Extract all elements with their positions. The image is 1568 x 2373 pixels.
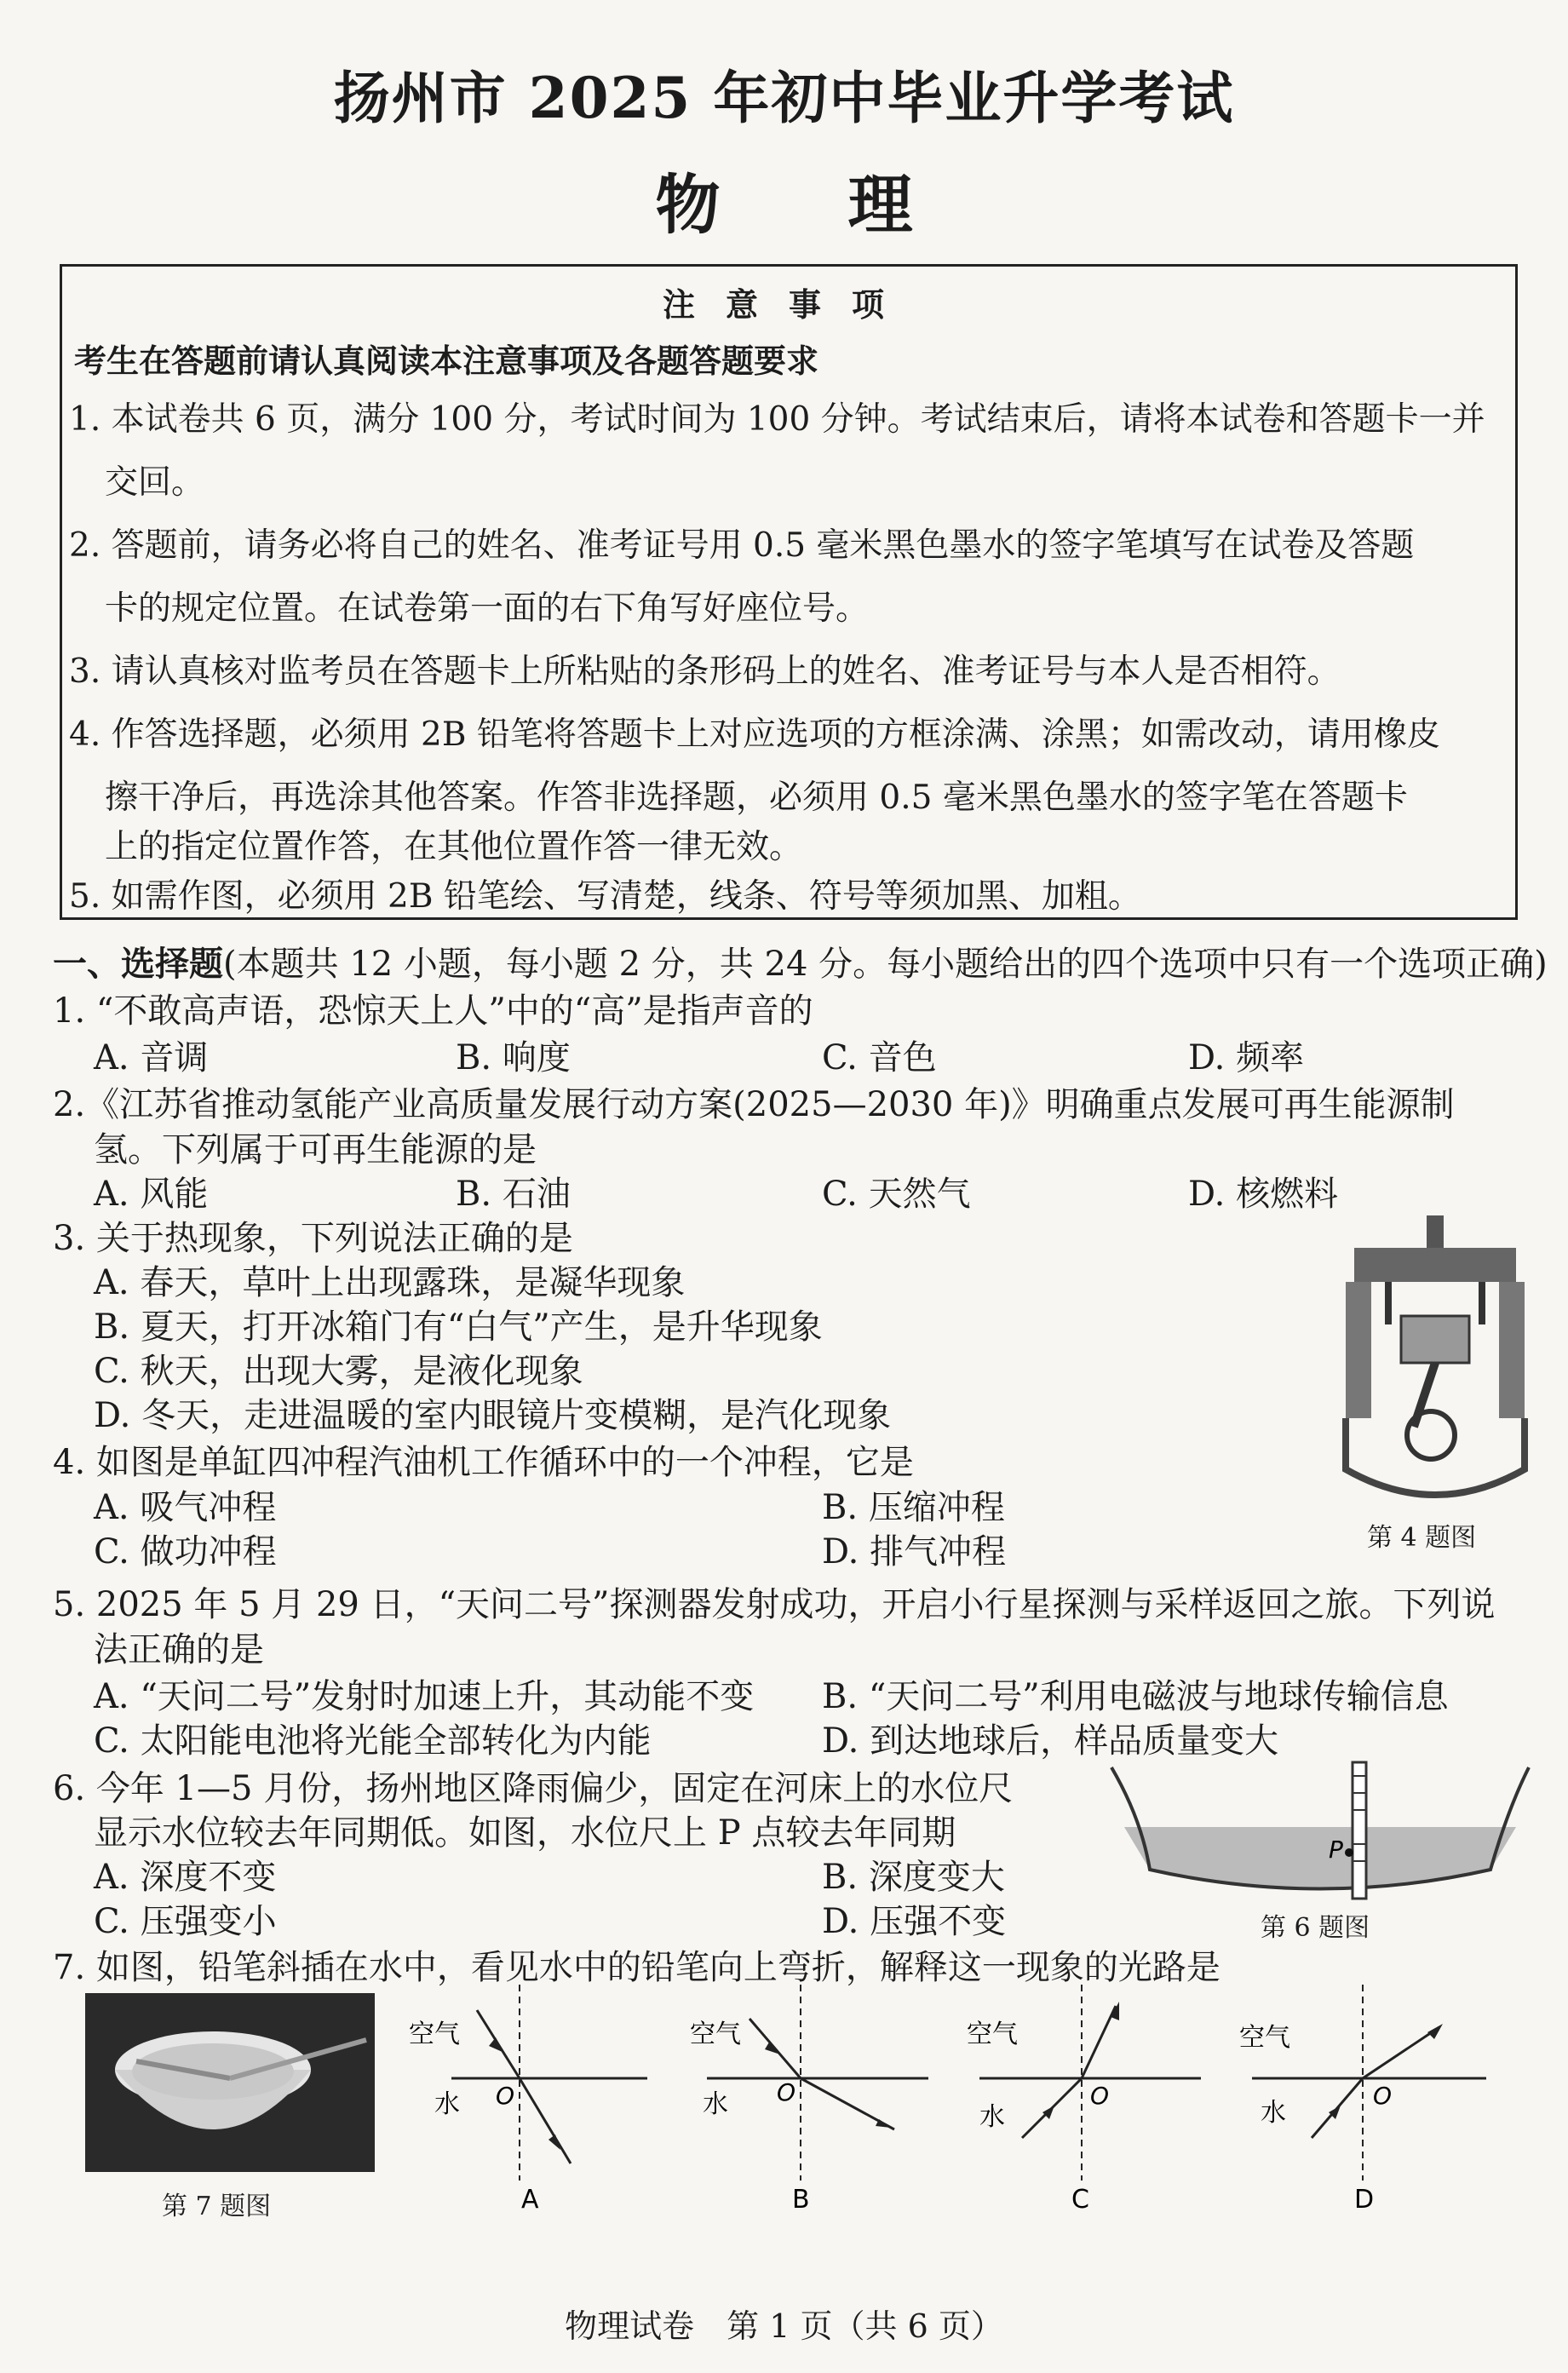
light-path-option-d [1226, 1985, 1499, 2215]
exam-title: 扬州市 2025 年初中毕业升学考试 [333, 65, 1235, 131]
air-label: 空气 [409, 2020, 460, 2049]
air-label: 空气 [1239, 2023, 1290, 2053]
light-path-option-b [681, 1985, 937, 2215]
cylinder-head [1354, 1248, 1516, 1282]
water-label: 水 [434, 2089, 460, 2119]
question-4-stem: 4. 如图是单缸四冲程汽油机工作循环中的一个冲程，它是 [53, 1443, 914, 1482]
origin-label: O [496, 2082, 515, 2110]
pencil-in-water-photo [85, 1993, 375, 2172]
arrow-icon [765, 2041, 780, 2054]
arrow-icon [489, 2037, 504, 2053]
question-6-stem-cont: 显示水位较去年同期低。如图，水位尺上 P 点较去年同期 [94, 1813, 956, 1853]
q6-option-b: B. 深度变大 [822, 1858, 1005, 1897]
question-5-stem-cont: 法正确的是 [94, 1630, 264, 1669]
question-1-stem: 1. “不敢高声语，恐惊天上人”中的“高”是指声音的 [53, 991, 813, 1031]
notice-box [60, 264, 1518, 920]
point-p-marker [1345, 1848, 1353, 1857]
cylinder-wall-left [1346, 1282, 1371, 1418]
notice-line: 2. 答题前，请务必将自己的姓名、准考证号用 0.5 毫米黑色墨水的签字笔填写在试卷及答题 [69, 526, 1415, 565]
question-3-stem: 3. 关于热现象，下列说法正确的是 [53, 1219, 573, 1258]
light-path-option-c [954, 1985, 1209, 2215]
notice-line: 擦干净后，再选涂其他答案。作答非选择题，必须用 0.5 毫米黑色墨水的签字笔在答题卡 [105, 779, 1408, 817]
q6-option-c: C. 压强变小 [94, 1902, 277, 1941]
q3-option-b: B. 夏天，打开冰箱门有“白气”产生，是升华现象 [94, 1307, 823, 1347]
question-2-stem-cont: 氢。下列属于可再生能源的是 [94, 1130, 537, 1169]
notice-line: 交回。 [105, 463, 205, 502]
spark-plug-icon [1427, 1215, 1444, 1250]
q3-option-c: C. 秋天，出现大雾，是液化现象 [94, 1352, 583, 1391]
question-2-stem: 2.《江苏省推动氢能产业高质量发展行动方案(2025—2030 年)》明确重点发展可再生能源制 [53, 1085, 1455, 1124]
page-footer: 物理试卷 第 1 页（共 6 页） [565, 2307, 1003, 2345]
notice-line: 5. 如需作图，必须用 2B 铅笔绘、写清楚，线条、符号等须加黑、加粗。 [69, 877, 1141, 916]
piston-icon [1401, 1316, 1469, 1363]
water-label: 水 [703, 2089, 728, 2119]
air-label: 空气 [967, 2020, 1018, 2049]
option-label-d: D [1354, 2185, 1375, 2215]
arrow-icon [1111, 2002, 1119, 2020]
section-title: 一、选择题 [53, 944, 223, 984]
question-7-stem: 7. 如图，铅笔斜插在水中，看见水中的铅笔向上弯折，解释这一现象的光路是 [53, 1948, 1221, 1987]
notice-heading: 注意事项 [662, 285, 915, 324]
engine-cylinder-figure [1337, 1214, 1533, 1512]
light-path-option-a [400, 1985, 656, 2215]
q6-option-d: D. 压强不变 [822, 1902, 1007, 1941]
water-level-gauge [1353, 1762, 1366, 1899]
point-p-label: P [1329, 1836, 1343, 1864]
section-header [53, 937, 1548, 985]
subject-title [0, 153, 1568, 246]
origin-label: O [1373, 2082, 1393, 2110]
q1-option-b: B. 响度 [456, 1038, 571, 1077]
river-water [1124, 1827, 1516, 1889]
question-5-stem: 5. 2025 年 5 月 29 日，“天问二号”探测器发射成功，开启小行星探测与采样返回之旅。下列说 [53, 1585, 1496, 1624]
q5-option-c: C. 太阳能电池将光能全部转化为内能 [94, 1721, 652, 1761]
q4-option-a: A. 吸气冲程 [94, 1488, 277, 1527]
air-label: 空气 [690, 2020, 741, 2049]
option-label-c: C [1071, 2185, 1089, 2215]
section-desc: (本题共 12 小题，每小题 2 分，共 24 分。每小题给出的四个选项中只有一个选项正确) [223, 945, 1548, 984]
water-label: 水 [979, 2102, 1005, 2132]
q4-option-b: B. 压缩冲程 [822, 1488, 1005, 1527]
water-label: 水 [1261, 2098, 1286, 2128]
q5-option-d: D. 到达地球后，样品质量变大 [822, 1721, 1279, 1761]
cylinder-wall-right [1499, 1282, 1525, 1418]
q1-option-d: D. 频率 [1188, 1038, 1305, 1077]
q6-option-a: A. 深度不变 [94, 1858, 277, 1897]
origin-label: O [777, 2078, 796, 2106]
q2-option-d: D. 核燃料 [1188, 1175, 1339, 1214]
subject-char-1: 物 [655, 167, 721, 243]
figure-4-caption: 第 4 题图 [1367, 1523, 1477, 1553]
q2-option-a: A. 风能 [94, 1175, 209, 1214]
arrow-icon [1427, 2024, 1443, 2039]
q4-option-c: C. 做功冲程 [94, 1532, 277, 1571]
notice-line: 卡的规定位置。在试卷第一面的右下角写好座位号。 [105, 589, 870, 628]
notice-line: 1. 本试卷共 6 页，满分 100 分，考试时间为 100 分钟。考试结束后，请将本试卷和答题卡一并 [69, 400, 1485, 439]
option-label-a: A [521, 2185, 539, 2215]
q5-option-b: B. “天问二号”利用电磁波与地球传输信息 [822, 1677, 1449, 1716]
origin-label: O [1090, 2082, 1110, 2110]
option-label-b: B [792, 2185, 810, 2215]
q3-option-d: D. 冬天，走进温暖的室内眼镜片变模糊，是汽化现象 [94, 1396, 892, 1435]
notice-line: 上的指定位置作答，在其他位置作答一律无效。 [105, 828, 803, 866]
riverbed-figure [1107, 1759, 1533, 1904]
notice-line: 3. 请认真核对监考员在答题卡上所粘贴的条形码上的姓名、准考证号与本人是否相符。 [69, 652, 1341, 691]
question-6-stem: 6. 今年 1—5 月份，扬州地区降雨偏少，固定在河床上的水位尺 [53, 1769, 1014, 1808]
q4-option-d: D. 排气冲程 [822, 1532, 1007, 1571]
q2-option-c: C. 天然气 [822, 1175, 971, 1214]
notice-line: 4. 作答选择题，必须用 2B 铅笔将答题卡上对应选项的方框涂满、涂黑；如需改动，请用橡皮 [69, 715, 1440, 754]
q2-option-b: B. 石油 [456, 1175, 571, 1214]
q1-option-a: A. 音调 [94, 1038, 209, 1077]
q5-option-a: A. “天问二号”发射时加速上升，其动能不变 [94, 1677, 755, 1716]
figure-7-caption: 第 7 题图 [162, 2192, 272, 2221]
notice-subtitle: 考生在答题前请认真阅读本注意事项及各题答题要求 [74, 342, 819, 380]
q3-option-a: A. 春天，草叶上出现露珠，是凝华现象 [94, 1263, 686, 1302]
subject-char-2: 理 [847, 167, 913, 243]
q1-option-c: C. 音色 [822, 1038, 937, 1077]
crankshaft-icon [1407, 1411, 1455, 1459]
figure-6-caption: 第 6 题图 [1261, 1913, 1370, 1943]
